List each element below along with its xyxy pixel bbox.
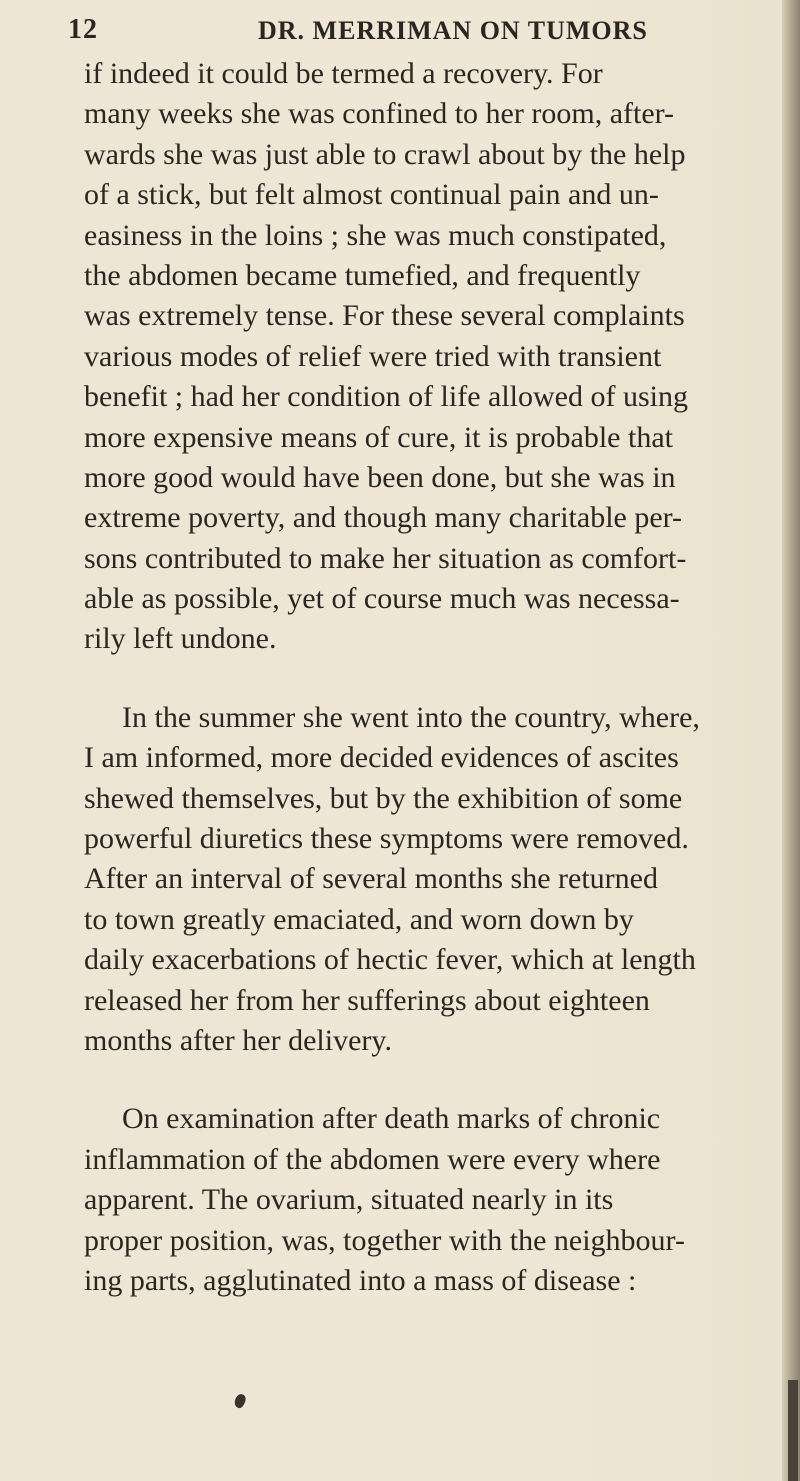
text-line: On examination after death marks of chronic — [122, 1102, 661, 1136]
text-line: rily left undone. — [84, 622, 277, 656]
text-line: inflammation of the abdomen were every where — [84, 1142, 661, 1176]
text-line: daily exacerbations of hectic fever, which at length — [84, 943, 696, 977]
text-line: many weeks she was confined to her room, after- — [84, 97, 675, 131]
paragraph-2 — [84, 698, 774, 1062]
text-line: of a stick, but felt almost continual pain and un- — [84, 178, 659, 212]
paragraph-1 — [84, 54, 774, 660]
running-head — [0, 14, 800, 54]
text-line: more expensive means of cure, it is probable that — [84, 420, 673, 454]
page-number: 12 — [68, 14, 98, 45]
text-line: In the summer she went into the country, where, — [122, 700, 700, 734]
text-line: sons contributed to make her situation as comfort- — [84, 541, 687, 575]
text-line: if indeed it could be termed a recovery. For — [84, 57, 603, 90]
paragraph-spacer — [84, 1061, 774, 1099]
ink-blot — [233, 1393, 248, 1410]
paragraph-3 — [84, 1099, 774, 1301]
text-line: powerful diuretics these symptoms were removed. — [84, 822, 689, 856]
text-line: I am informed, more decided evidences of ascites — [84, 741, 679, 775]
text-line: apparent. The ovarium, situated nearly in its — [84, 1183, 614, 1217]
paragraph-spacer — [84, 660, 774, 698]
text-line: able as possible, yet of course much was necessa- — [84, 582, 680, 616]
text-line: various modes of relief were tried with transient — [84, 339, 662, 373]
text-line: easiness in the loins ; she was much constipated, — [84, 218, 667, 252]
text-line: more good would have been done, but she was in — [84, 460, 676, 494]
text-line: months after her delivery. — [84, 1023, 392, 1057]
page-edge-shadow — [782, 0, 800, 1481]
text-line: shewed themselves, but by the exhibition of some — [84, 781, 683, 815]
text-line: extreme poverty, and though many charitable per- — [84, 501, 683, 535]
running-head-title: DR. MERRIMAN ON TUMORS — [258, 16, 648, 45]
text-line: After an interval of several months she returned — [84, 862, 658, 896]
text-line: the abdomen became tumefied, and frequently — [84, 258, 641, 292]
body-text — [84, 54, 774, 1301]
text-line: ing parts, agglutinated into a mass of disease : — [84, 1263, 637, 1297]
text-line: released her from her sufferings about eighteen — [84, 983, 650, 1017]
text-line: wards she was just able to crawl about by the help — [84, 137, 686, 171]
text-line: benefit ; had her condition of life allowed of using — [84, 380, 688, 414]
text-line: to town greatly emaciated, and worn down by — [84, 902, 634, 936]
text-line: proper position, was, together with the neighbour- — [84, 1223, 685, 1257]
text-line: was extremely tense. For these several complaints — [84, 299, 685, 333]
